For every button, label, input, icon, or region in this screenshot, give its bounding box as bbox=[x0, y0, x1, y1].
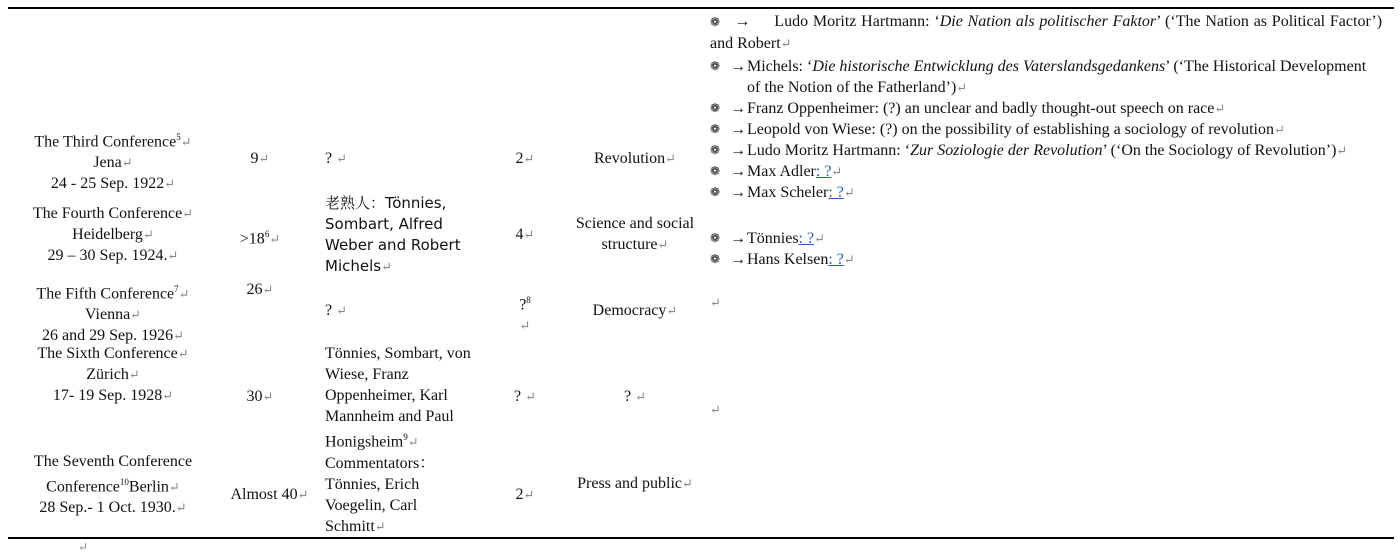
paragraph-mark: ↵ bbox=[78, 540, 89, 554]
bullet-icon: ❁ bbox=[710, 143, 721, 157]
speakers-count-cell: 2↵ bbox=[515, 486, 535, 503]
comment-link[interactable]: : ? bbox=[828, 251, 844, 268]
speakers-count-cell: 4↵ bbox=[515, 226, 535, 243]
bullet-icon: ❁ bbox=[710, 122, 721, 136]
commentators-cell: ? ↵ bbox=[325, 302, 348, 319]
speakers-list bbox=[710, 11, 1382, 420]
list-item: ❁ → Hans Kelsen: ?↵ bbox=[710, 251, 855, 268]
commentators-cell: ? ↵ bbox=[325, 150, 348, 167]
theme-cell: Press and public↵ bbox=[577, 475, 693, 492]
list-item: ❁ → Ludo Moritz Hartmann: ‘Zur Soziologie der Revolution’ (‘On the Sociology of Revolution’)↵ bbox=[710, 142, 1348, 159]
participants-cell: Almost 40↵ bbox=[230, 486, 309, 503]
list-item: ❁ → Leopold von Wiese: (?) on the possibility of establishing a sociology of revolution↵ bbox=[710, 121, 1285, 138]
table-top-rule bbox=[8, 7, 1394, 9]
speakers-count-cell: ?$^8$ ↵ bbox=[519, 295, 531, 334]
list-item: ❁ → Michels: ‘Die historische Entwicklung des Vaterslandsgedankens’ (‘The Historical Development of the Notion of the Fatherland’)↵ bbox=[710, 58, 1367, 96]
bullet-icon: ❁ bbox=[710, 101, 721, 115]
commentators-cell: 老熟人：Tönnies, Sombart, Alfred Weber and Robert Michels↵ bbox=[325, 194, 461, 275]
conference-cell: The Fifth Conference$^7$↵ Vienna↵ 26 and 29 Sep. 1926↵ bbox=[36, 284, 190, 345]
empty-paragraph: ↵ bbox=[710, 402, 721, 417]
participants-cell: 9↵ bbox=[250, 150, 270, 167]
list-item: ❁ → Ludo Moritz Hartmann: ‘Die Nation als politischer Faktor’ (‘The Nation as Political Factor’) and Robert↵ bbox=[710, 13, 1383, 52]
theme-cell: Science and social structure↵ bbox=[575, 215, 695, 253]
speakers-count-cell: ? ↵ bbox=[513, 388, 536, 405]
bullet-icon: ❁ bbox=[710, 15, 721, 29]
bullet-icon: ❁ bbox=[710, 185, 721, 199]
participants-cell: $>18^6↵$ bbox=[239, 229, 281, 248]
list-item: ❁ → Franz Oppenheimer: (?) an unclear and badly thought-out speech on race↵ bbox=[710, 100, 1226, 117]
participants-cell: 30↵ bbox=[246, 388, 274, 405]
conference-cell: The Fourth Conference↵ Heidelberg↵ 29 – 30 Sep. 1924.↵ bbox=[32, 205, 194, 264]
conference-cell: The Sixth Conference↵ Zürich↵ 17- 19 Sep. 1928↵ bbox=[37, 345, 189, 404]
speakers-count-cell: 2↵ bbox=[515, 150, 535, 167]
theme-cell: Democracy↵ bbox=[592, 302, 678, 319]
commentators-cell: Tönnies, Sombart, von Wiese, Franz Oppenheimer, Karl Mannheim and Paul Honigsheim$^9$↵ bbox=[325, 345, 471, 451]
list-item: ❁ → Max Scheler: ?↵ bbox=[710, 184, 855, 201]
list-item: ❁ → Tönnies: ?↵ bbox=[710, 230, 825, 247]
bullet-icon: ❁ bbox=[710, 59, 721, 73]
comment-link[interactable]: : ? bbox=[798, 230, 815, 247]
bullet-icon: ❁ bbox=[710, 231, 721, 245]
theme-cell: ? ↵ bbox=[623, 388, 646, 405]
comment-link[interactable]: : ? bbox=[815, 163, 832, 180]
commentators-cell: Commentators：Tönnies, Erich Voegelin, Carl Schmitt↵ bbox=[325, 455, 436, 535]
bullet-icon: ❁ bbox=[710, 252, 721, 266]
comment-link[interactable]: : ? bbox=[828, 184, 844, 201]
conference-cell: The Third Conference$^5$↵ Jena↵ 24 - 25 Sep. 1922↵ bbox=[34, 132, 192, 193]
empty-paragraph: ↵ bbox=[710, 295, 721, 310]
participants-cell: 26↵ bbox=[246, 281, 274, 298]
theme-cell: Revolution↵ bbox=[593, 150, 676, 167]
conference-cell: The Seventh Conference Conference$^{10}$Berlin↵ 28 Sep.- 1 Oct. 1930.↵ bbox=[33, 453, 193, 517]
list-item: ❁ → Max Adler: ?↵ bbox=[710, 163, 843, 180]
table-bottom-rule bbox=[8, 537, 1394, 539]
bullet-icon: ❁ bbox=[710, 164, 721, 178]
